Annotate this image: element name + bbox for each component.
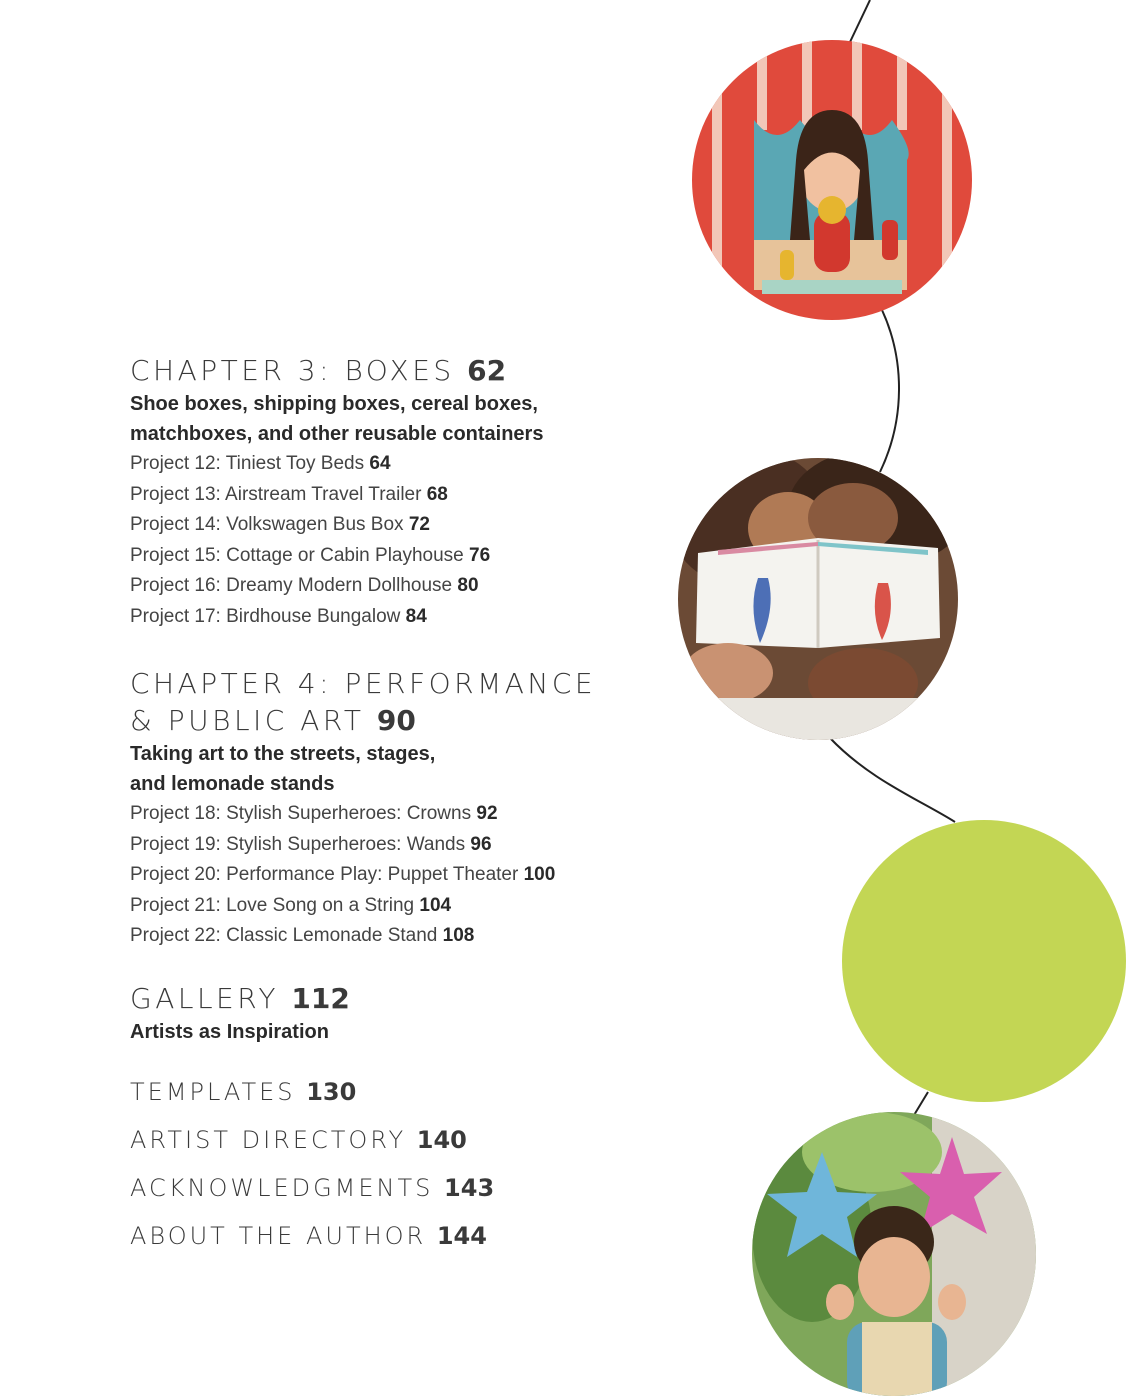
chapter-4-subtitle-line-1: Taking art to the streets, stages, (130, 743, 436, 765)
chapter-4-page: 90 (376, 704, 416, 737)
toc-entry-acknowledgments[interactable]: ACKNOWLEDGMENTS 143 (130, 1174, 495, 1202)
chapter-4-subtitle-line-2: and lemonade stands (130, 773, 335, 795)
toc-entry-artist-directory[interactable]: ARTIST DIRECTORY 140 (130, 1126, 467, 1154)
toc-entry-project-18[interactable]: Project 18: Stylish Superheroes: Crowns 92 (130, 803, 498, 824)
toc-entry-project-20[interactable]: Project 20: Performance Play: Puppet Theater 100 (130, 864, 556, 885)
gallery-title[interactable]: GALLERY 112 (130, 982, 350, 1015)
book-photo-circle (678, 458, 958, 740)
toc-entry-project-14[interactable]: Project 14: Volkswagen Bus Box 72 (130, 514, 430, 535)
toc-entry-project-22[interactable]: Project 22: Classic Lemonade Stand 108 (130, 925, 475, 946)
toc-entry-project-19[interactable]: Project 19: Stylish Superheroes: Wands 96 (130, 833, 492, 855)
gallery-page: 112 (291, 982, 350, 1015)
chapter-4-title-line-1[interactable]: CHAPTER 4: PERFORMANCE (130, 667, 597, 700)
toc-entry-project-21[interactable]: Project 21: Love Song on a String 104 (130, 894, 452, 916)
back-matter-sections (130, 1068, 494, 1260)
chapter-3-title[interactable]: CHAPTER 3: BOXES 62 (130, 354, 507, 387)
chapter-4-title-line-2[interactable]: & PUBLIC ART 90 (130, 704, 416, 737)
boy-star-wands-photo-circle (752, 1112, 1036, 1396)
toc-entry-project-13[interactable]: Project 13: Airstream Travel Trailer 68 (130, 483, 448, 505)
chapter-3-section (130, 352, 543, 632)
toc-entry-about-the-author[interactable]: ABOUT THE AUTHOR 144 (130, 1222, 487, 1250)
gallery-subtitle: Artists as Inspiration (130, 1021, 329, 1043)
toc-entry-project-16[interactable]: Project 16: Dreamy Modern Dollhouse 80 (130, 575, 479, 596)
chapter-3-page: 62 (467, 354, 507, 387)
toc-entry-templates[interactable]: TEMPLATES 130 (130, 1078, 357, 1106)
gallery-section (130, 980, 350, 1047)
green-circle (842, 820, 1126, 1102)
toc-entry-project-15[interactable]: Project 15: Cottage or Cabin Playhouse 76 (130, 544, 491, 566)
toc-entry-project-17[interactable]: Project 17: Birdhouse Bungalow 84 (130, 605, 427, 627)
playhouse-photo-circle (692, 40, 972, 320)
chapter-3-subtitle-line-2: matchboxes, and other reusable containers (130, 423, 544, 445)
chapter-4-section (130, 665, 596, 952)
chapter-3-subtitle-line-1: Shoe boxes, shipping boxes, cereal boxes, (130, 393, 538, 415)
toc-entry-project-12[interactable]: Project 12: Tiniest Toy Beds 64 (130, 453, 391, 474)
